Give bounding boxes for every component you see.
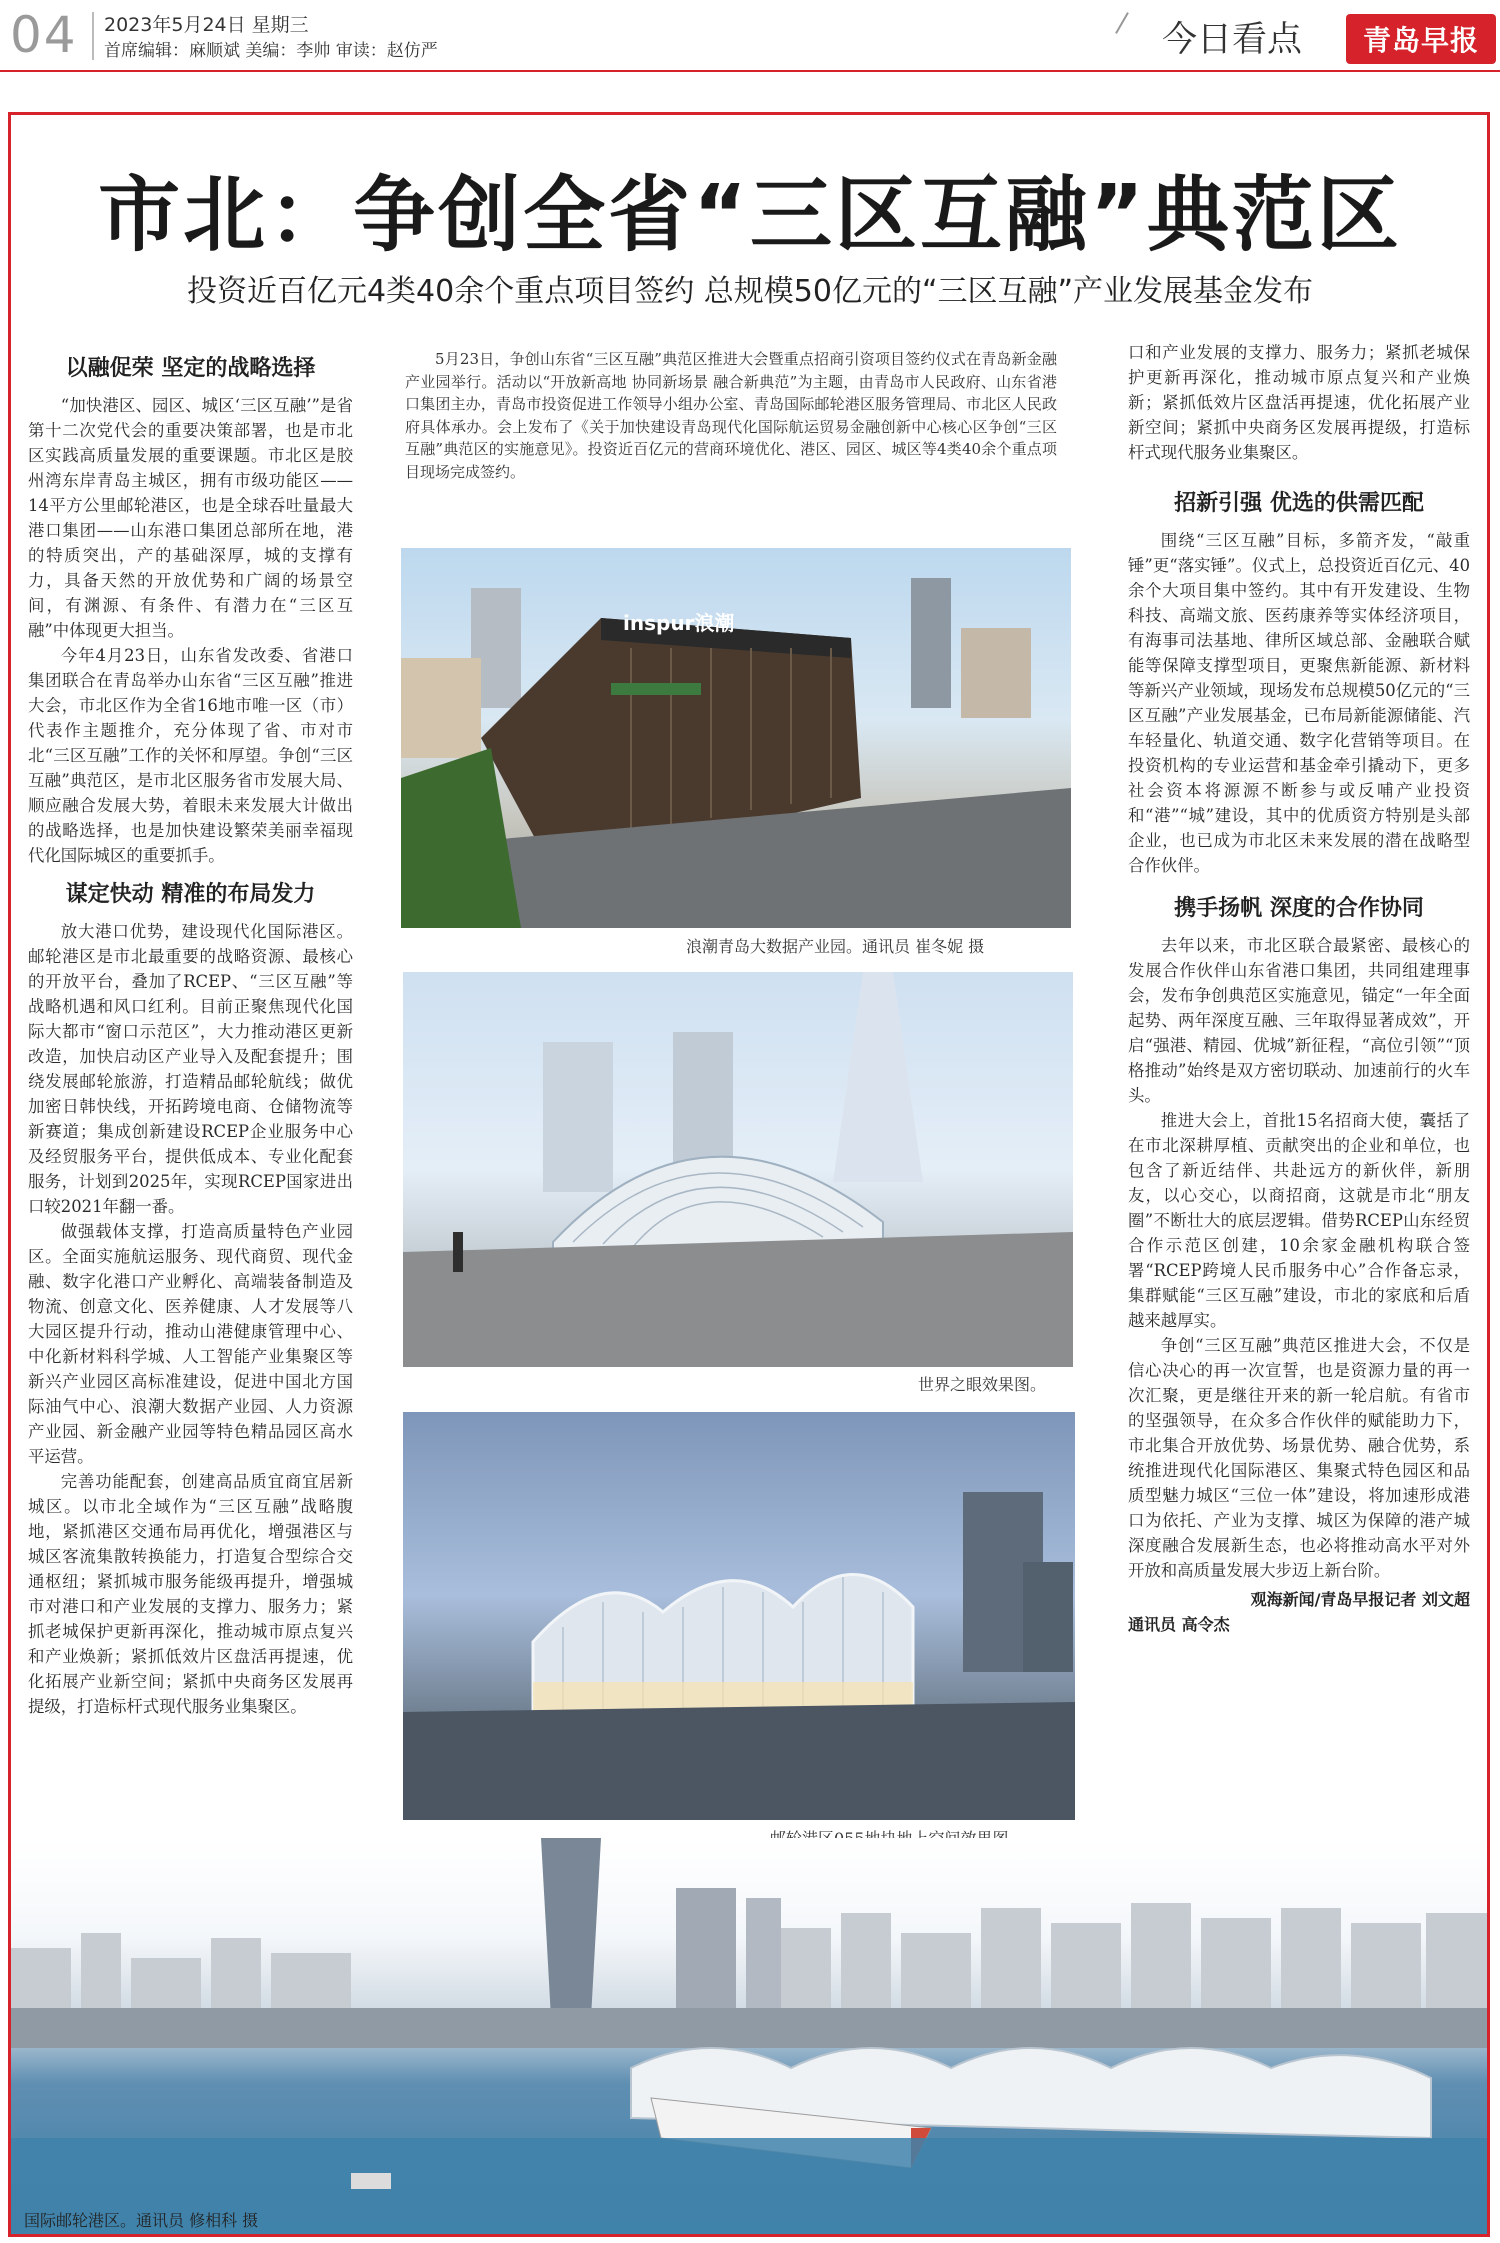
section-heading-3: 招新引强 优选的供需匹配 bbox=[1174, 491, 1424, 516]
paragraph: 推进大会上，首批15名招商大使，囊括了在市北深耕厚植、贡献突出的企业和单位，也包含了新近结伴、共赴远方的新伙伴，新朋友，以心交心，以商招商，这就是市北“朋友圈”不断壮大的底层逻辑。借势RCEP山东经贸合作示范区创建，10余家金融机构联合签署“RCEP跨境人民币服务中心”合作备忘录，集群赋能“三区互融”建设，市北的家底和后盾越来越厚实。 bbox=[1128, 1111, 1470, 1330]
sub-headline: 投资近百亿元4类40余个重点项目签约 总规模50亿元的“三区互融”产业发展基金发布 bbox=[186, 274, 1314, 309]
section-label: 今日看点 bbox=[1162, 20, 1303, 60]
building-sign: inspur浪潮 bbox=[623, 611, 735, 635]
terminal-illustration bbox=[403, 1412, 1075, 1820]
byline-reporter: 观海新闻/青岛早报记者 刘文超 bbox=[1250, 1590, 1470, 1609]
editor-credits: 首席编辑：麻顺斌 美编：李帅 审读：赵仿严 bbox=[104, 41, 438, 61]
photo-world-eye bbox=[403, 972, 1073, 1367]
eye-illustration bbox=[403, 972, 1073, 1367]
header-rule bbox=[0, 70, 1500, 72]
paragraph: 去年以来，市北区联合最紧密、最核心的发展合作伙伴山东省港口集团，共同组建理事会，发布争创典范区实施意见，锚定“一年全面起势、两年深度互融、三年取得显著成效”，开启“强港、精园、优城”新征程，“高位引领”“顶格推动”始终是双方密切联动、加速前行的火车头。 bbox=[1128, 936, 1470, 1105]
paragraph: 围绕“三区互融”目标，多箭齐发，“敲重锤”更“落实锤”。仪式上，总投资近百亿元、40余个大项目集中签约。其中有开发建设、生物科技、高端文旅、医药康养等实体经济项目，有海事司法基地、律所区域总部、金融联合赋能等保障支撑型项目，更聚焦新能源、新材料等新兴产业领域，现场发布总规模50亿元的“三区互融”产业发展基金，已布局新能源储能、汽车轻量化、轨道交通、数字化营销等项目。在投资机构的专业运营和基金牵引撬动下，更多社会资本将源源不断参与或反哺产业投资和“港”“城”建设，其中的优质资方特别是头部企业，也已成为市北区未来发展的潜在战略型合作伙伴。 bbox=[1128, 531, 1470, 875]
photo-cruise-terminal-plot bbox=[403, 1412, 1075, 1820]
photo1-caption: 浪潮青岛大数据产业园。通讯员 崔冬妮 摄 bbox=[686, 937, 985, 956]
paragraph: 放大港口优势，建设现代化国际港区。邮轮港区是市北最重要的战略资源、最核心的开放平台，叠加了RCEP、“三区互融”等战略机遇和风口红利。目前正聚焦现代化国际大都市“窗口示范区”，大力推动港区更新改造，加快启动区产业导入及配套提升；围绕发展邮轮旅游，打造精品邮轮航线；做优加密日韩快线，开拓跨境电商、仓储物流等新赛道；集成创新建设RCEP企业服务中心及经贸服务平台，提供低成本、专业化配套服务，计划到2025年，实现RCEP国家进出口较2021年翻一番。 bbox=[28, 922, 353, 1216]
right-column bbox=[1128, 340, 1470, 1845]
left-column bbox=[28, 356, 353, 1836]
photo4-caption: 国际邮轮港区。通讯员 修相科 摄 bbox=[24, 2211, 259, 2230]
section-heading-1: 以融促荣 坚定的战略选择 bbox=[65, 356, 316, 381]
publish-date: 2023年5月24日 星期三 bbox=[104, 14, 309, 36]
paragraph: 争创“三区互融”典范区推进大会，不仅是信心决心的再一次宣誓，也是资源力量的再一次汇聚，更是继往开来的新一轮启航。有省市的坚强领导，在众多合作伙伴的赋能助力下，市北集合开放优势、场景优势、融合优势，系统推进现代化国际港区、集聚式特色园区和品质型魅力城区“三位一体”建设，将加速形成港口为依托、产业为支撑、城区为保障的港产城深度融合发展新生态，也必将推动高水平对外开放和高质量发展大步迈上新台阶。 bbox=[1128, 1336, 1470, 1580]
header-divider bbox=[92, 12, 94, 60]
continued-paragraph: 口和产业发展的支撑力、服务力；紧抓老城保护更新再深化，推动城市原点复兴和产业焕新；紧抓低效片区盘活再提速，优化拓展产业新空间；紧抓中央商务区发展再提级，打造标杆式现代服务业集聚区。 bbox=[1128, 343, 1470, 462]
paragraph: 做强载体支撑，打造高质量特色产业园区。全面实施航运服务、现代商贸、现代金融、数字化港口产业孵化、高端装备制造及物流、创意文化、医养健康、人才发展等八大园区提升行动，推动山港健康管理中心、中化新材料科学城、人工智能产业集聚区等新兴产业园区高标准建设，促进中国北方国际油气中心、浪潮大数据产业园、人力资源产业园、新金融产业园等特色精品园区高水平运营。 bbox=[28, 1222, 353, 1466]
brand-logo: 青岛早报 bbox=[1346, 14, 1496, 64]
photo-bigdata-park bbox=[401, 548, 1071, 928]
building-illustration bbox=[401, 548, 1071, 928]
photo-international-cruise-port bbox=[11, 1838, 1487, 2234]
section-heading-4: 携手扬帆 深度的合作协同 bbox=[1174, 896, 1424, 921]
page-number: 04 bbox=[10, 6, 78, 64]
paragraph: 今年4月23日，山东省发改委、省港口集团联合在青岛举办山东省“三区互融”推进大会，市北区作为全省16地市唯一区（市）代表作主题推介，充分体现了省、市对市北“三区互融”工作的关怀和厚望。争创“三区互融”典范区，是市北区服务省市发展大局、顺应融合发展大势，着眼未来发展大计做出的战略选择，也是加快建设繁荣美丽幸福现代化国际城区的重要抓手。 bbox=[28, 646, 353, 865]
photo2-caption: 世界之眼效果图。 bbox=[918, 1375, 1047, 1394]
byline-correspondent: 通讯员 高令杰 bbox=[1128, 1615, 1230, 1634]
headline: 市北：争创全省“三区互融”典范区 bbox=[98, 168, 1402, 263]
lead-paragraph bbox=[405, 348, 1057, 518]
lead-text: 5月23日，争创山东省“三区互融”典范区推进大会暨重点招商引资项目签约仪式在青岛新金融产业园举行。活动以“开放新高地 协同新场景 融合新典范”为主题，由青岛市人民政府、山东省港口集团主办，青岛市投资促进工作领导小组办公室、青岛国际邮轮港区服务管理局、市北区人民政府具体承办。会上发布了《关于加快建设青岛现代化国际航运贸易金融创新中心核心区争创“三区互融”典范区的实施意见》。投资近百亿元的营商环境优化、港区、园区、城区等4类40余个重点项目现场完成签约。 bbox=[405, 350, 1057, 481]
section-heading-2: 谋定快动 精准的布局发力 bbox=[65, 882, 316, 907]
header-slash bbox=[1115, 12, 1129, 34]
paragraph: 完善功能配套，创建高品质宜商宜居新城区。以市北全域作为“三区互融”战略腹地，紧抓港区交通布局再优化，增强港区与城区客流集散转换能力，打造复合型综合交通枢纽；紧抓城市服务能级再提升，增强城市对港口和产业发展的支撑力、服务力；紧抓老城保护更新再深化，推动城市原点复兴和产业焕新；紧抓低效片区盘活再提速，优化拓展产业新空间；紧抓中央商务区发展再提级，打造标杆式现代服务业集聚区。 bbox=[28, 1472, 353, 1716]
paragraph: “加快港区、园区、城区‘三区互融’”是省第十二次党代会的重要决策部署，也是市北区实践高质量发展的重要课题。市北区是胶州湾东岸青岛主城区，拥有市级功能区——14平方公里邮轮港区，也是全球吞吐量最大港口集团——山东港口集团总部所在地，港的特质突出，产的基础深厚，城的支撑有力，具备天然的开放优势和广阔的场景空间，有渊源、有条件、有潜力在“三区互融”中体现更大担当。 bbox=[28, 396, 353, 640]
skyline-illustration bbox=[11, 1838, 1487, 2234]
